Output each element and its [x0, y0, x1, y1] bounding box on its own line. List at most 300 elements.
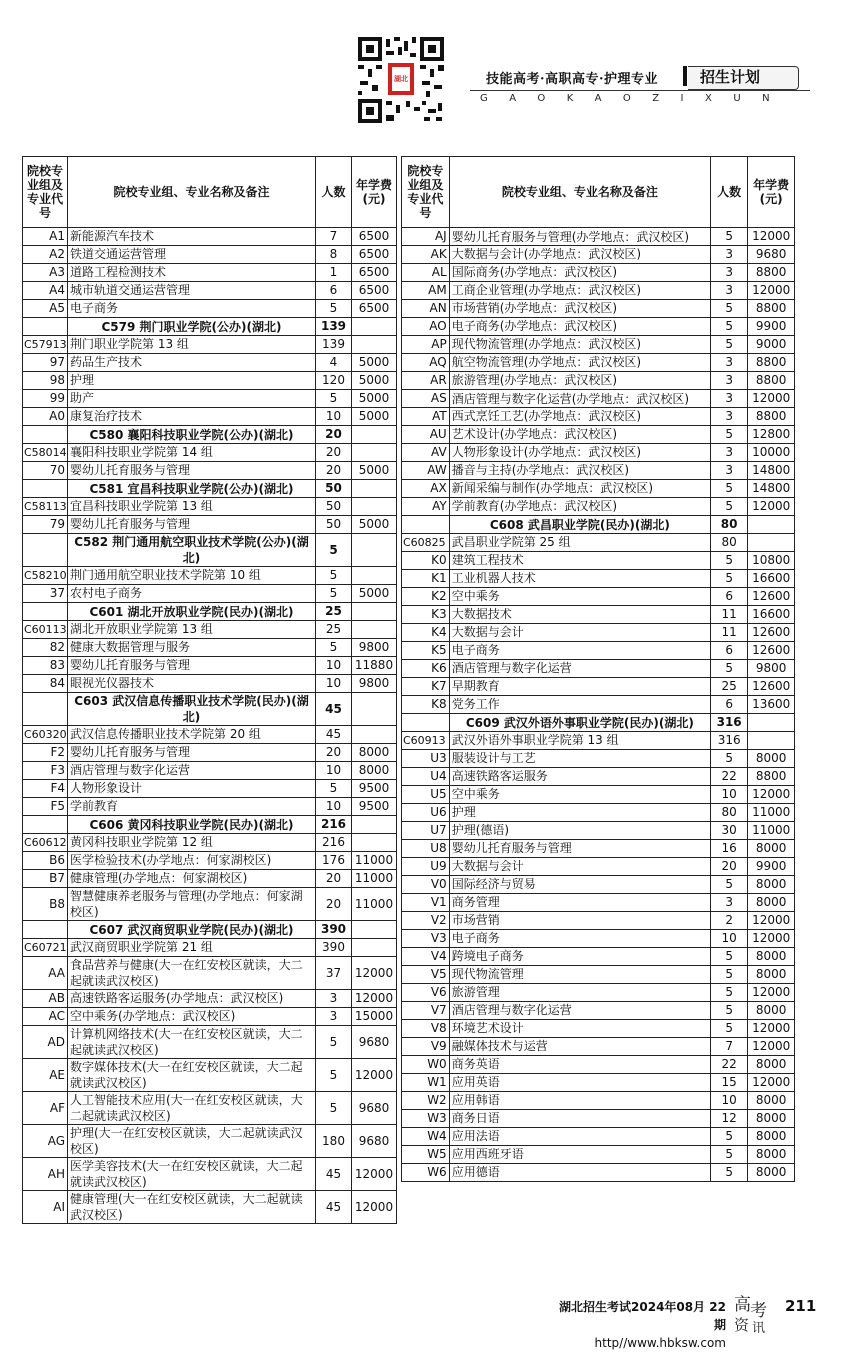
code-cell: AI [23, 1191, 68, 1224]
code-cell: B8 [23, 888, 68, 921]
header-subtitle: GAOKAOZIXUN [480, 93, 792, 104]
code-cell: AT [402, 408, 450, 426]
name-cell: 商务管理 [449, 894, 710, 912]
count-cell: 3 [710, 354, 747, 372]
count-cell: 139 [316, 336, 352, 354]
major-row [402, 354, 795, 372]
code-cell: K4 [402, 624, 450, 642]
name-cell: 电子商务 [449, 930, 710, 948]
major-row [402, 588, 795, 606]
name-cell: 早期教育 [449, 678, 710, 696]
count-cell: 6 [710, 588, 747, 606]
name-cell: 医学美容技术(大一在红安校区就读，大二起就读武汉校区) [68, 1158, 316, 1191]
major-row [23, 1158, 397, 1191]
name-cell: 婴幼儿托育服务与管理 [68, 744, 316, 762]
svg-text:湖北: 湖北 [394, 75, 408, 83]
count-cell: 5 [710, 570, 747, 588]
code-cell: 82 [23, 639, 68, 657]
code-cell: A5 [23, 300, 68, 318]
group-row [23, 567, 397, 585]
major-row [402, 1164, 795, 1182]
major-row [23, 354, 397, 372]
count-cell: 3 [710, 282, 747, 300]
code-cell: A0 [23, 408, 68, 426]
name-cell: 健康大数据管理与服务 [68, 639, 316, 657]
school-row [23, 603, 397, 621]
count-cell: 3 [316, 1008, 352, 1026]
fee-cell: 9900 [748, 858, 795, 876]
fee-cell: 12000 [748, 786, 795, 804]
major-row [23, 1092, 397, 1125]
code-cell: C60320 [23, 726, 68, 744]
major-row [402, 786, 795, 804]
code-cell: V1 [402, 894, 450, 912]
name-cell: 医学检验技术(办学地点：何家湖校区) [68, 852, 316, 870]
code-cell: K0 [402, 552, 450, 570]
fee-cell: 8000 [748, 1164, 795, 1182]
major-row [402, 624, 795, 642]
code-cell: C58113 [23, 498, 68, 516]
name-cell: C580 襄阳科技职业学院(公办)(湖北) [68, 426, 316, 444]
major-row [23, 264, 397, 282]
major-row [402, 372, 795, 390]
count-cell: 5 [710, 426, 747, 444]
major-row [23, 870, 397, 888]
code-cell: W1 [402, 1074, 450, 1092]
fee-cell: 8000 [748, 948, 795, 966]
code-cell [23, 318, 68, 336]
count-cell: 5 [316, 1092, 352, 1125]
fee-cell: 15000 [352, 1008, 397, 1026]
right-table-body [402, 228, 795, 1182]
code-cell: A1 [23, 228, 68, 246]
code-cell: AC [23, 1008, 68, 1026]
count-cell: 316 [710, 732, 747, 750]
name-cell: 商务英语 [449, 1056, 710, 1074]
name-cell: 铁道交通运营管理 [68, 246, 316, 264]
group-row [23, 336, 397, 354]
fee-cell: 12600 [748, 678, 795, 696]
name-cell: 大数据与会计(办学地点：武汉校区) [449, 246, 710, 264]
major-row [402, 300, 795, 318]
name-cell: 学前教育 [68, 798, 316, 816]
code-cell: AJ [402, 228, 450, 246]
footer-url: http//www.hbksw.com [594, 1336, 726, 1350]
name-cell: 播音与主持(办学地点：武汉校区) [449, 462, 710, 480]
name-cell: 西式烹饪工艺(办学地点：武汉校区) [449, 408, 710, 426]
name-cell: 酒店管理与数字化运营 [449, 660, 710, 678]
code-cell: 79 [23, 516, 68, 534]
group-row [402, 732, 795, 750]
code-cell: U7 [402, 822, 450, 840]
count-cell: 45 [316, 726, 352, 744]
name-cell: 人工智能技术应用(大一在红安校区就读，大二起就读武汉校区) [68, 1092, 316, 1125]
name-cell: 大数据与会计 [449, 858, 710, 876]
fee-cell: 8000 [352, 762, 397, 780]
name-cell: 助产 [68, 390, 316, 408]
fee-cell: 11000 [352, 888, 397, 921]
count-cell: 139 [316, 318, 352, 336]
name-header: 院校专业组、专业名称及备注 [68, 157, 316, 228]
code-cell: F2 [23, 744, 68, 762]
name-cell: 电子商务 [449, 642, 710, 660]
name-cell: 襄阳科技职业学院第 14 组 [68, 444, 316, 462]
name-cell: 现代物流管理 [449, 966, 710, 984]
fee-header: 年学费(元) [748, 157, 795, 228]
fee-cell: 12000 [352, 1059, 397, 1092]
left-plan-table [22, 156, 397, 1224]
code-cell: K2 [402, 588, 450, 606]
fee-cell [352, 336, 397, 354]
name-cell: 国际商务(办学地点：武汉校区) [449, 264, 710, 282]
school-row [402, 714, 795, 732]
major-row [402, 426, 795, 444]
major-row [402, 318, 795, 336]
fee-cell: 12000 [352, 1191, 397, 1224]
fee-cell [352, 921, 397, 939]
major-row [23, 300, 397, 318]
fee-cell: 12000 [748, 984, 795, 1002]
name-cell: 武汉外语外事职业学院第 13 组 [449, 732, 710, 750]
name-cell: 酒店管理与数字化运营(办学地点：武汉校区) [449, 390, 710, 408]
count-cell: 180 [316, 1125, 352, 1158]
major-row [402, 552, 795, 570]
major-row [402, 480, 795, 498]
fee-cell: 11000 [352, 870, 397, 888]
count-cell: 3 [710, 390, 747, 408]
fee-cell: 12000 [748, 1038, 795, 1056]
fee-cell: 12000 [748, 912, 795, 930]
major-row [23, 585, 397, 603]
code-cell: U3 [402, 750, 450, 768]
school-row [23, 693, 397, 726]
count-cell: 5 [710, 1164, 747, 1182]
name-cell: 城市轨道交通运营管理 [68, 282, 316, 300]
code-cell: 70 [23, 462, 68, 480]
fee-cell: 9500 [352, 780, 397, 798]
fee-cell [748, 714, 795, 732]
count-cell: 10 [316, 675, 352, 693]
fee-cell: 5000 [352, 354, 397, 372]
left-table-body [23, 228, 397, 1224]
code-cell: U4 [402, 768, 450, 786]
fee-cell: 10800 [748, 552, 795, 570]
count-cell: 20 [316, 462, 352, 480]
major-row [402, 570, 795, 588]
group-row [23, 834, 397, 852]
count-cell: 3 [710, 264, 747, 282]
major-row [402, 894, 795, 912]
major-row [402, 1056, 795, 1074]
major-row [23, 657, 397, 675]
fee-cell [352, 318, 397, 336]
fee-cell: 11000 [748, 804, 795, 822]
fee-cell: 8800 [748, 768, 795, 786]
code-cell: C58014 [23, 444, 68, 462]
code-cell: 98 [23, 372, 68, 390]
name-cell: 大数据技术 [449, 606, 710, 624]
fee-cell: 9000 [748, 336, 795, 354]
fee-cell: 6500 [352, 246, 397, 264]
count-cell: 10 [710, 786, 747, 804]
count-cell: 5 [710, 660, 747, 678]
code-cell: AO [402, 318, 450, 336]
code-cell: F4 [23, 780, 68, 798]
fee-cell: 8800 [748, 372, 795, 390]
fee-cell: 5000 [352, 516, 397, 534]
fee-cell: 11880 [352, 657, 397, 675]
count-cell: 5 [710, 1128, 747, 1146]
code-cell [402, 516, 450, 534]
major-row [402, 336, 795, 354]
name-cell: 艺术设计(办学地点：武汉校区) [449, 426, 710, 444]
count-cell: 10 [316, 762, 352, 780]
count-cell: 6 [316, 282, 352, 300]
fee-cell: 9680 [352, 1026, 397, 1059]
page-number: 211 [785, 1297, 817, 1315]
code-cell: K8 [402, 696, 450, 714]
name-cell: 酒店管理与数字化运营 [68, 762, 316, 780]
name-cell: 高速铁路客运服务(办学地点：武汉校区) [68, 990, 316, 1008]
code-cell: AY [402, 498, 450, 516]
fee-cell [748, 534, 795, 552]
major-row [402, 444, 795, 462]
fee-cell: 8000 [748, 1146, 795, 1164]
name-cell: 应用韩语 [449, 1092, 710, 1110]
fee-cell: 9800 [352, 675, 397, 693]
count-cell: 5 [316, 780, 352, 798]
count-cell: 20 [316, 426, 352, 444]
code-cell: 37 [23, 585, 68, 603]
code-cell: AV [402, 444, 450, 462]
major-row [402, 462, 795, 480]
name-cell: 市场营销 [449, 912, 710, 930]
gaokao-logo [732, 1290, 782, 1334]
major-row [402, 1110, 795, 1128]
fee-cell: 5000 [352, 408, 397, 426]
fee-cell [352, 693, 397, 726]
name-cell: 跨境电子商务 [449, 948, 710, 966]
name-cell: 湖北开放职业学院第 13 组 [68, 621, 316, 639]
fee-cell [352, 621, 397, 639]
fee-cell [352, 534, 397, 567]
name-cell: 现代物流管理(办学地点：武汉校区) [449, 336, 710, 354]
major-row [402, 282, 795, 300]
fee-cell: 8800 [748, 300, 795, 318]
fee-cell: 12000 [352, 957, 397, 990]
code-cell: C60825 [402, 534, 450, 552]
fee-cell: 11000 [352, 852, 397, 870]
count-header: 人数 [710, 157, 747, 228]
major-row [23, 639, 397, 657]
fee-cell: 9680 [748, 246, 795, 264]
name-cell: 眼视光仪器技术 [68, 675, 316, 693]
name-cell: C609 武汉外语外事职业学院(民办)(湖北) [449, 714, 710, 732]
count-cell: 2 [710, 912, 747, 930]
code-cell [23, 921, 68, 939]
count-cell: 7 [710, 1038, 747, 1056]
name-cell: 应用法语 [449, 1128, 710, 1146]
major-row [402, 264, 795, 282]
code-cell: C60612 [23, 834, 68, 852]
major-row [402, 678, 795, 696]
name-cell: 智慧健康养老服务与管理(办学地点：何家湖校区) [68, 888, 316, 921]
count-cell: 10 [316, 657, 352, 675]
code-cell: C57913 [23, 336, 68, 354]
code-cell: AX [402, 480, 450, 498]
code-cell: W0 [402, 1056, 450, 1074]
name-cell: 工商企业管理(办学地点：武汉校区) [449, 282, 710, 300]
code-cell: AF [23, 1092, 68, 1125]
count-cell: 390 [316, 921, 352, 939]
count-cell: 1 [316, 264, 352, 282]
fee-cell: 12000 [748, 930, 795, 948]
count-cell: 316 [710, 714, 747, 732]
major-row [402, 948, 795, 966]
count-cell: 10 [316, 408, 352, 426]
section-title: 招生计划 [700, 68, 761, 86]
code-cell: AE [23, 1059, 68, 1092]
count-header: 人数 [316, 157, 352, 228]
fee-cell: 8000 [748, 1110, 795, 1128]
count-cell: 5 [710, 336, 747, 354]
fee-cell: 5000 [352, 585, 397, 603]
code-cell: 84 [23, 675, 68, 693]
fee-cell [352, 726, 397, 744]
fee-cell [748, 732, 795, 750]
fee-cell: 6500 [352, 264, 397, 282]
name-cell: 宜昌科技职业学院第 13 组 [68, 498, 316, 516]
code-cell: V8 [402, 1020, 450, 1038]
count-cell: 20 [316, 870, 352, 888]
name-cell: 武汉商贸职业学院第 21 组 [68, 939, 316, 957]
header-rule [470, 90, 810, 91]
code-cell: V5 [402, 966, 450, 984]
fee-cell: 10000 [748, 444, 795, 462]
major-row [402, 984, 795, 1002]
code-cell: 97 [23, 354, 68, 372]
major-row [402, 1074, 795, 1092]
code-cell: K1 [402, 570, 450, 588]
name-cell: 商务日语 [449, 1110, 710, 1128]
group-row [402, 534, 795, 552]
fee-cell [352, 603, 397, 621]
major-row [402, 498, 795, 516]
count-cell: 5 [316, 390, 352, 408]
logo-char-4: 讯 [752, 1321, 766, 1334]
count-cell: 80 [710, 534, 747, 552]
count-cell: 45 [316, 693, 352, 726]
fee-cell: 9680 [352, 1125, 397, 1158]
fee-cell: 12600 [748, 588, 795, 606]
code-cell: W4 [402, 1128, 450, 1146]
count-cell: 3 [316, 990, 352, 1008]
code-cell: AM [402, 282, 450, 300]
major-row [402, 912, 795, 930]
fee-cell: 8000 [748, 750, 795, 768]
count-cell: 12 [710, 1110, 747, 1128]
code-cell [402, 714, 450, 732]
name-cell: 武昌职业学院第 25 组 [449, 534, 710, 552]
code-cell: C58210 [23, 567, 68, 585]
count-cell: 10 [710, 930, 747, 948]
major-row [402, 750, 795, 768]
name-cell: 建筑工程技术 [449, 552, 710, 570]
code-cell: K6 [402, 660, 450, 678]
table-header-row [23, 157, 397, 228]
right-plan-table [401, 156, 795, 1182]
count-cell: 50 [316, 498, 352, 516]
code-cell: W5 [402, 1146, 450, 1164]
count-cell: 25 [710, 678, 747, 696]
fee-cell [352, 567, 397, 585]
fee-cell: 12000 [352, 990, 397, 1008]
fee-cell [352, 816, 397, 834]
name-cell: 武汉信息传播职业技术学院第 20 组 [68, 726, 316, 744]
fee-cell: 12600 [748, 642, 795, 660]
school-row [23, 318, 397, 336]
name-cell: 应用英语 [449, 1074, 710, 1092]
fee-cell: 8000 [748, 966, 795, 984]
fee-cell: 12000 [748, 1020, 795, 1038]
major-row [402, 642, 795, 660]
count-cell: 5 [316, 639, 352, 657]
name-cell: 人物形象设计(办学地点：武汉校区) [449, 444, 710, 462]
school-row [23, 534, 397, 567]
school-row [23, 816, 397, 834]
major-row [402, 1092, 795, 1110]
code-cell: V4 [402, 948, 450, 966]
name-cell: 融媒体技术与运营 [449, 1038, 710, 1056]
major-row [23, 762, 397, 780]
count-cell: 45 [316, 1158, 352, 1191]
count-cell: 3 [710, 408, 747, 426]
code-cell: B6 [23, 852, 68, 870]
name-cell: 道路工程检测技术 [68, 264, 316, 282]
name-cell: 电子商务 [68, 300, 316, 318]
count-cell: 10 [710, 1092, 747, 1110]
name-cell: C606 黄冈科技职业学院(民办)(湖北) [68, 816, 316, 834]
fee-cell [352, 480, 397, 498]
fee-cell: 9680 [352, 1092, 397, 1125]
major-row [23, 744, 397, 762]
major-row [402, 804, 795, 822]
major-row [402, 1038, 795, 1056]
code-cell: 83 [23, 657, 68, 675]
fee-cell [352, 834, 397, 852]
major-row [23, 408, 397, 426]
code-cell: W6 [402, 1164, 450, 1182]
name-cell: 数字媒体技术(大一在红安校区就读，大二起就读武汉校区) [68, 1059, 316, 1092]
major-row [23, 990, 397, 1008]
name-cell: 新闻采编与制作(办学地点：武汉校区) [449, 480, 710, 498]
count-cell: 80 [710, 804, 747, 822]
name-cell: 人物形象设计 [68, 780, 316, 798]
count-cell: 3 [710, 372, 747, 390]
code-cell [23, 603, 68, 621]
code-cell [23, 816, 68, 834]
fee-cell: 5000 [352, 462, 397, 480]
major-row [23, 798, 397, 816]
name-cell: 国际经济与贸易 [449, 876, 710, 894]
header-tags: 技能高考·高职高专·护理专业 [486, 72, 659, 87]
count-cell: 25 [316, 603, 352, 621]
code-cell: AN [402, 300, 450, 318]
count-cell: 5 [316, 1059, 352, 1092]
name-cell: C582 荆门通用航空职业技术学院(公办)(湖北) [68, 534, 316, 567]
code-cell: AP [402, 336, 450, 354]
name-cell: 空中乘务 [449, 588, 710, 606]
